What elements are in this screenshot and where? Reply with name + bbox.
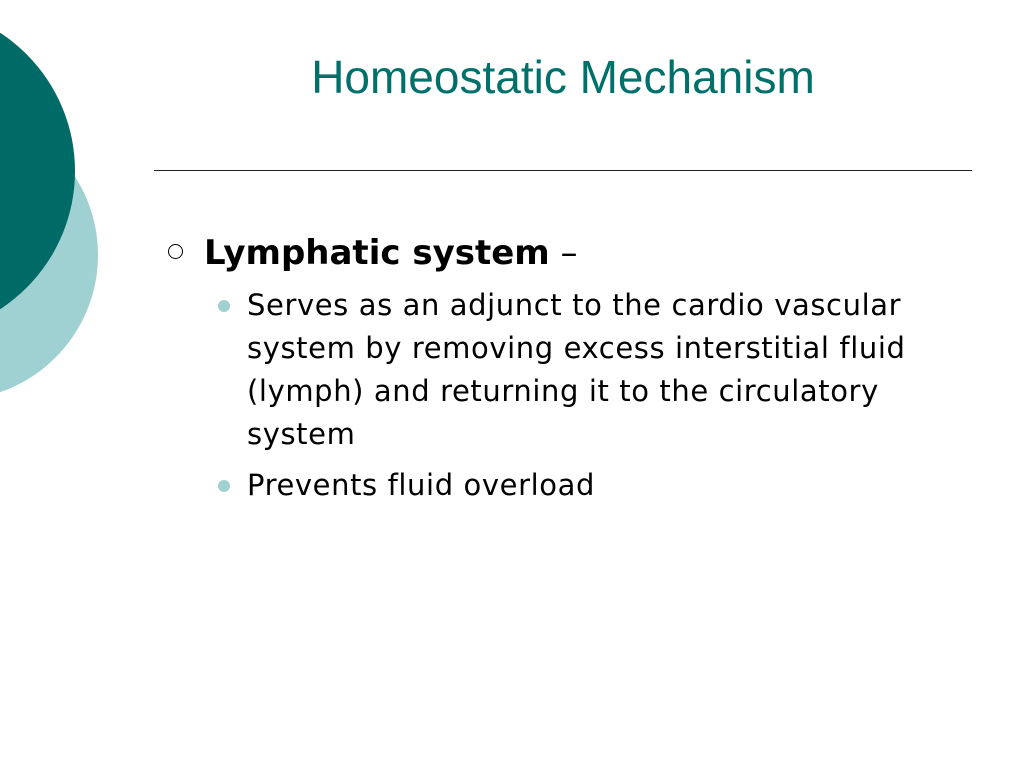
slide-content bbox=[160, 228, 960, 515]
slide-title: Homeostatic Mechanism bbox=[311, 51, 815, 103]
bullet-heading: Lymphatic system bbox=[204, 233, 550, 273]
sub-bullet-list bbox=[160, 284, 960, 507]
title-divider bbox=[154, 170, 972, 171]
sub-bullet-text: Serves as an adjunct to the cardio vascular system by removing excess interstitial fluid (lymph) and returning it to the circulatory system bbox=[247, 288, 906, 451]
dot-bullet-icon bbox=[218, 480, 230, 492]
sub-bullet-item bbox=[160, 464, 947, 507]
sub-bullet-text: Prevents fluid overload bbox=[247, 468, 595, 502]
dot-bullet-icon bbox=[218, 300, 230, 312]
hollow-circle-bullet-icon bbox=[168, 244, 183, 259]
sub-bullet-item bbox=[160, 284, 947, 456]
bullet-lymphatic-system bbox=[160, 228, 960, 278]
bullet-heading-suffix: – bbox=[549, 233, 578, 273]
